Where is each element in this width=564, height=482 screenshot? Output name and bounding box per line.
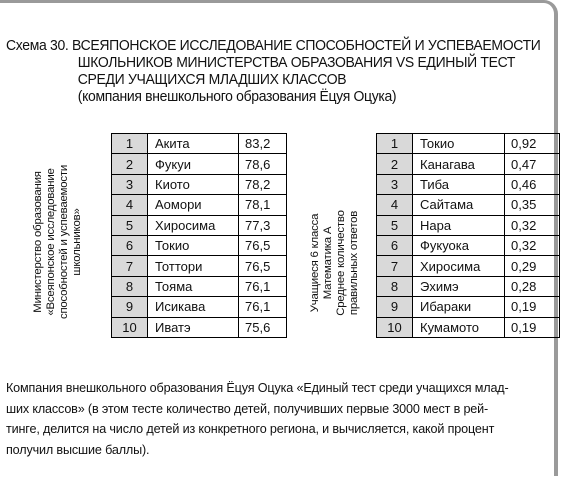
region-cell: Фукуи [148, 154, 239, 174]
rank-cell: 9 [112, 297, 148, 317]
value-cell: 76,1 [239, 276, 287, 296]
table-row [112, 215, 287, 235]
value-cell: 0,32 [505, 215, 560, 235]
right-label-line: Учащиеся 6 класса [309, 213, 321, 313]
value-cell: 76,1 [239, 297, 287, 317]
region-cell: Аомори [148, 195, 239, 215]
footer-line-4: получил высшие баллы). [6, 442, 150, 457]
figure-title [6, 37, 541, 105]
region-cell: Сайтама [413, 195, 505, 215]
rank-cell: 6 [377, 235, 413, 255]
table-row [112, 195, 287, 215]
region-cell: Эхимэ [413, 276, 505, 296]
right-table-label [309, 210, 361, 315]
table-row [112, 256, 287, 276]
region-cell: Нара [413, 215, 505, 235]
value-cell: 0,19 [505, 317, 560, 337]
rank-cell: 8 [377, 276, 413, 296]
region-cell: Акита [148, 134, 239, 154]
right-ranking-table [376, 133, 560, 338]
value-cell: 76,5 [239, 235, 287, 255]
right-label-line: Математика А [322, 226, 334, 300]
title-line-1: Схема 30. ВСЕЯПОНСКОЕ ИССЛЕДОВАНИЕ СПОСОБНОСТЕЙ И УСПЕВАЕМОСТИ [6, 37, 541, 54]
table-row [377, 235, 560, 255]
table-row [377, 215, 560, 235]
rank-cell: 1 [377, 134, 413, 154]
right-label-line: правильных ответов [348, 210, 360, 316]
region-cell: Токио [413, 134, 505, 154]
region-cell: Иватэ [148, 317, 239, 337]
rank-cell: 5 [112, 215, 148, 235]
table-row [377, 174, 560, 194]
table-row [112, 297, 287, 317]
region-cell: Тояма [148, 276, 239, 296]
footer-line-2: ших классов» (в этом тесте количество детей, получивших первые 3000 мест в рей- [6, 401, 489, 416]
rank-cell: 9 [377, 297, 413, 317]
footer-line-3: тинге, делится на число детей из конкретного региона, и вычисляется, какой процент [6, 422, 495, 436]
value-cell: 77,3 [239, 215, 287, 235]
table-row [112, 235, 287, 255]
table-row [377, 297, 560, 317]
rank-cell: 2 [377, 154, 413, 174]
table-row [377, 317, 560, 337]
table-row [377, 154, 560, 174]
region-cell: Ибараки [413, 297, 505, 317]
value-cell: 78,2 [239, 174, 287, 194]
rank-cell: 3 [112, 174, 148, 194]
value-cell: 0,46 [505, 174, 560, 194]
title-line-3: СРЕДИ УЧАЩИХСЯ МЛАДШИХ КЛАССОВ [77, 71, 347, 88]
region-cell: Фукуока [413, 235, 505, 255]
left-label-line: «Всеяпонское исследование [45, 168, 57, 316]
left-ranking-table [111, 133, 287, 338]
table-row [377, 256, 560, 276]
value-cell: 0,19 [505, 297, 560, 317]
value-cell: 0,28 [505, 276, 560, 296]
value-cell: 0,47 [505, 154, 560, 174]
left-label-line: способностей и успеваемости [58, 164, 70, 320]
left-label-line: школьников» [71, 208, 83, 276]
rank-cell: 5 [377, 215, 413, 235]
footer-note [6, 378, 558, 460]
table-row [377, 195, 560, 215]
footer-line-1: Компания внешкольного образования Ёцуя Оцука «Единый тест среди учащихся млад- [6, 381, 509, 395]
rank-cell: 10 [377, 317, 413, 337]
title-line-4: (компания внешкольного образования Ёцуя Оцука) [77, 88, 397, 105]
region-cell: Кумамото [413, 317, 505, 337]
region-cell: Токио [148, 235, 239, 255]
value-cell: 0,92 [505, 134, 560, 154]
right-label-line: Среднее количество [335, 210, 347, 316]
rank-cell: 2 [112, 154, 148, 174]
rank-cell: 6 [112, 235, 148, 255]
rank-cell: 7 [377, 256, 413, 276]
table-row [112, 134, 287, 154]
region-cell: Тиба [413, 174, 505, 194]
rank-cell: 1 [112, 134, 148, 154]
rank-cell: 3 [377, 174, 413, 194]
rank-cell: 4 [377, 195, 413, 215]
value-cell: 0,35 [505, 195, 560, 215]
region-cell: Исикава [148, 297, 239, 317]
table-row [112, 276, 287, 296]
value-cell: 75,6 [239, 317, 287, 337]
value-cell: 0,29 [505, 256, 560, 276]
region-cell: Хиросима [148, 215, 239, 235]
value-cell: 78,1 [239, 195, 287, 215]
table-row [112, 174, 287, 194]
value-cell: 83,2 [239, 134, 287, 154]
table-row [377, 134, 560, 154]
rank-cell: 10 [112, 317, 148, 337]
left-table-label [32, 165, 84, 319]
region-cell: Киото [148, 174, 239, 194]
rank-cell: 4 [112, 195, 148, 215]
title-line-2: ШКОЛЬНИКОВ МИНИСТЕРСТВА ОБРАЗОВАНИЯ VS ЕДИНЫЙ ТЕСТ [77, 54, 516, 71]
rank-cell: 7 [112, 256, 148, 276]
table-row [377, 276, 560, 296]
table-row [112, 317, 287, 337]
region-cell: Канагава [413, 154, 505, 174]
value-cell: 78,6 [239, 154, 287, 174]
left-label-line: Министерство образования [32, 171, 44, 313]
value-cell: 0,32 [505, 235, 560, 255]
value-cell: 76,5 [239, 256, 287, 276]
rank-cell: 8 [112, 276, 148, 296]
region-cell: Тоттори [148, 256, 239, 276]
table-row [112, 154, 287, 174]
region-cell: Хиросима [413, 256, 505, 276]
